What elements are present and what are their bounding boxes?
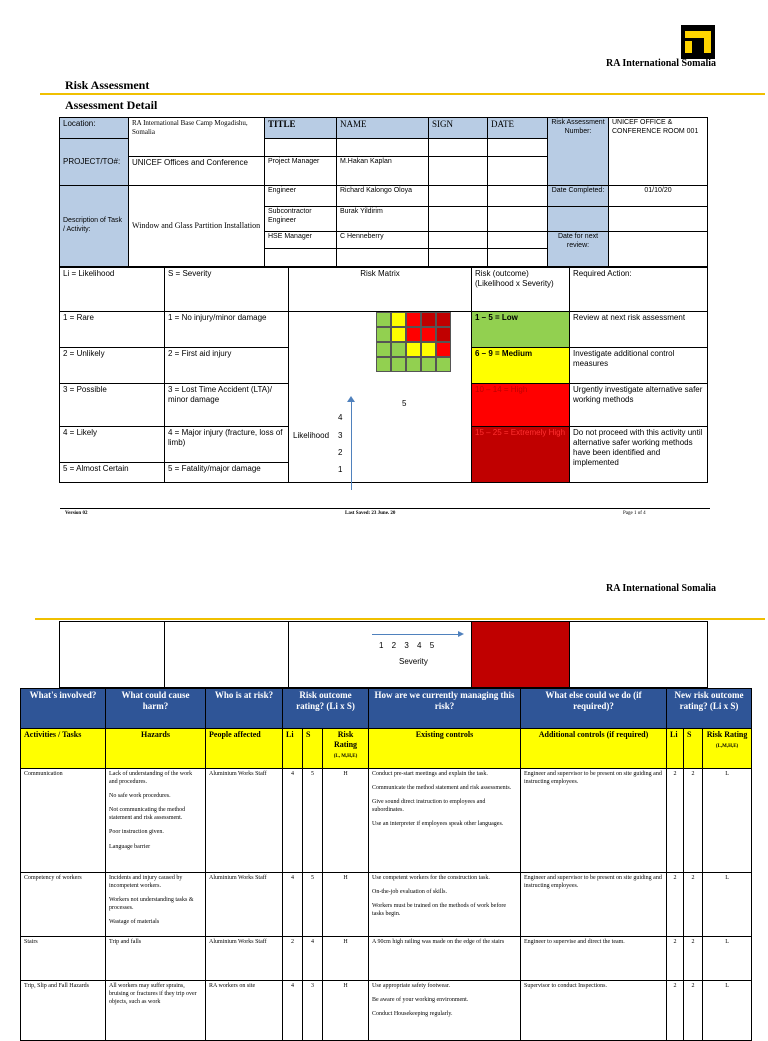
controls-cell-line: Give sound direct instruction to employees and subordinates. (372, 799, 486, 814)
risk-grid-cell (406, 327, 421, 342)
hazards-cell-line: Poor instruction given. (109, 829, 164, 836)
li2-cell: 2 (667, 873, 684, 937)
people-cell: Aluminium Works Staff (206, 769, 283, 873)
severity-numbers: 1 2 3 4 5 (379, 641, 435, 650)
subheader-risk-rating: Risk Rating (L, M,H,E) (323, 729, 369, 769)
subheader-s2: S (684, 729, 703, 769)
footer-rule (60, 508, 710, 509)
severity-arrow (372, 634, 458, 635)
matrix-header: Risk Matrix (289, 268, 472, 312)
table-row (21, 769, 752, 873)
subheader-existing: Existing controls (369, 729, 521, 769)
severity-axis-label: Severity (399, 657, 428, 666)
date-completed-label: Date Completed: (548, 186, 609, 207)
project-value: UNICEF Offices and Conference (129, 157, 265, 186)
description-value: Window and Glass Partition Installation (129, 186, 265, 267)
footer-version: Version 02 (65, 511, 88, 516)
hazards-cell-line: Trip and falls (109, 939, 142, 945)
header-new-rating: New risk outcome rating? (Li x S) (667, 689, 752, 729)
action-extreme: Do not proceed with this activity until alternative safer working methods have been identified and implemented (570, 427, 708, 483)
li2-cell: 2 (667, 981, 684, 1041)
header-rating: Risk outcome rating? (Li x S) (283, 689, 369, 729)
likelihood-axis-label: Likelihood (293, 431, 330, 440)
role-title: Project Manager (265, 157, 337, 186)
risk-grid-cell (421, 357, 436, 372)
activity-cell: Stairs (21, 937, 106, 981)
hazards-cell-line: No safe work procedures. (109, 793, 171, 800)
li2-cell: 2 (667, 769, 684, 873)
s-cell: 5 (303, 769, 323, 873)
risk-grid-cell (391, 357, 406, 372)
risk-grid-cell (376, 342, 391, 357)
controls-cell-line: Use competent workers for the construction task. (372, 875, 490, 881)
likelihood-2: 2 = Unlikely (60, 348, 165, 384)
arrow-up-icon (347, 396, 355, 402)
s2-cell: 2 (684, 769, 703, 873)
likelihood-1: 1 = Rare (60, 312, 165, 348)
action-header: Required Action: (570, 268, 708, 312)
company-logo (681, 25, 715, 59)
ra-number-value: UNICEF OFFICE & CONFERENCE ROOM 001 (609, 118, 708, 186)
risk-grid-cell (391, 342, 406, 357)
hazards-cell-line: Workers not understanding tasks & processes. (109, 897, 194, 912)
action-medium: Investigate additional control measures (570, 348, 708, 384)
footer-saved: Last Saved: 23 June. 20 (345, 511, 396, 516)
subheader-activities: Activities / Tasks (21, 729, 106, 769)
li-cell: 4 (283, 873, 303, 937)
likelihood-3: 3 = Possible (60, 384, 165, 427)
likelihood-5: 5 = Almost Certain (60, 463, 165, 483)
risk-grid-cell (436, 342, 451, 357)
header-harm: What could cause harm? (106, 689, 206, 729)
li-cell: 4 (283, 981, 303, 1041)
likelihood-header: Li = Likelihood (60, 268, 165, 312)
table-row (21, 873, 752, 937)
subheader-s: S (303, 729, 323, 769)
role-title: Subcontractor Engineer (265, 207, 337, 232)
controls-cell-line: Conduct Housekeeping regularly. (372, 1011, 453, 1018)
s-cell: 5 (303, 873, 323, 937)
header-who: Who is at risk? (206, 689, 283, 729)
outcome-low: 1 – 5 = Low (472, 312, 570, 348)
role-title: HSE Manager (265, 232, 337, 249)
hazards-cell-line: Incidents and injury caused by incompetent workers. (109, 875, 183, 890)
likelihood-arrow (351, 400, 352, 490)
hazards-cell (106, 981, 206, 1041)
location-label: Location: (60, 118, 129, 139)
subheader-li2: Li (667, 729, 684, 769)
risk-grid-cell (436, 327, 451, 342)
role-title: Engineer (265, 186, 337, 207)
rating2-cell: L (703, 769, 752, 873)
risk-grid (376, 312, 466, 402)
col-sign: SIGN (429, 118, 488, 139)
risk-grid-cell (376, 312, 391, 327)
section-title: Assessment Detail (65, 98, 158, 112)
col-title: TITLE (265, 118, 337, 139)
role-name: M.Hakan Kaplan (337, 157, 429, 186)
risk-grid-cell (436, 357, 451, 372)
risk-grid-cell (406, 312, 421, 327)
subheader-hazards: Hazards (106, 729, 206, 769)
additional-cell: Supervisor to conduct Inspections. (521, 981, 667, 1041)
severity-1: 1 = No injury/minor damage (165, 312, 289, 348)
s2-cell: 2 (684, 937, 703, 981)
controls-cell-line: Workers must be trained on the methods of work before tasks begin. (372, 903, 506, 918)
severity-3: 3 = Lost Time Accident (LTA)/ minor damage (165, 384, 289, 427)
risk-grid-cell (421, 327, 436, 342)
ra-number-label: Risk Assessment Number: (548, 118, 609, 186)
people-cell: RA workers on site (206, 981, 283, 1041)
people-cell: Aluminium Works Staff (206, 937, 283, 981)
risk-grid-cell (436, 312, 451, 327)
hazards-cell-line: Not communicating the method statement and risk assessment. (109, 807, 186, 822)
next-review-label: Date for next review: (548, 232, 609, 267)
arrow-right-icon (458, 631, 464, 637)
next-review-value (609, 232, 708, 267)
hazards-cell-line: Lack of understanding of the work and procedures. (109, 771, 193, 786)
title-rule (40, 93, 765, 95)
severity-header: S = Severity (165, 268, 289, 312)
risk-grid-cell (391, 327, 406, 342)
s2-cell: 2 (684, 873, 703, 937)
risk-grid-cell (421, 312, 436, 327)
rating-cell: H (323, 769, 369, 873)
action-low: Review at next risk assessment (570, 312, 708, 348)
subheader-risk-rating2: Risk Rating (L,M,H,E) (703, 729, 752, 769)
hazards-cell (106, 769, 206, 873)
risk-grid-cell (406, 342, 421, 357)
controls-cell (369, 769, 521, 873)
controls-cell-line: Be aware of your working environment. (372, 997, 469, 1004)
title-rule-page2 (35, 618, 765, 620)
controls-cell-line: Use an interpreter if employees speak other languages. (372, 821, 504, 828)
likelihood-number: 4 (338, 413, 343, 422)
s2-cell: 2 (684, 981, 703, 1041)
risk-grid-cell (406, 357, 421, 372)
additional-cell: Engineer to supervise and direct the team. (521, 937, 667, 981)
location-value: RA International Base Camp Mogadishu, Somalia (129, 118, 265, 157)
risk-grid-cell (391, 312, 406, 327)
likelihood-number: 1 (338, 465, 343, 474)
date-completed-value: 01/10/20 (609, 186, 708, 207)
header-involved: What's involved? (21, 689, 106, 729)
rating2-cell: L (703, 937, 752, 981)
header-managing: How are we currently managing this risk? (369, 689, 521, 729)
severity-5: 5 = Fatality/major damage (165, 463, 289, 483)
controls-cell-line: On-the-job evaluation of skills. (372, 889, 448, 896)
controls-cell-line: Communicate the method statement and risk assessments. (372, 785, 512, 792)
severity-number-5: 5 (402, 399, 407, 408)
likelihood-number: 3 (338, 431, 343, 440)
s-cell: 3 (303, 981, 323, 1041)
header-else: What else could we do (if required)? (521, 689, 667, 729)
table-row (21, 937, 752, 981)
activity-cell: Competency of workers (21, 873, 106, 937)
subheader-additional: Additional controls (if required) (521, 729, 667, 769)
controls-cell-line: A 90cm high railing was made on the edge of the stairs (372, 939, 505, 945)
company-name-page2: RA International Somalia (606, 583, 717, 594)
li2-cell: 2 (667, 937, 684, 981)
li-cell: 4 (283, 769, 303, 873)
col-date: DATE (488, 118, 548, 139)
risk-register-table (20, 688, 752, 1041)
outcome-header: Risk (outcome) (Likelihood x Severity) (472, 268, 570, 312)
outcome-medium: 6 – 9 = Medium (472, 348, 570, 384)
rating2-cell: L (703, 873, 752, 937)
project-label: PROJECT/TO#: (60, 139, 129, 186)
company-name: RA International Somalia (606, 58, 717, 69)
li-cell: 2 (283, 937, 303, 981)
controls-cell (369, 937, 521, 981)
role-name: Burak Yildirim (337, 207, 429, 232)
additional-cell: Engineer and supervisor to be present on site guiding and instructing employees. (521, 769, 667, 873)
action-high: Urgently investigate alternative safer working methods (570, 384, 708, 427)
rating-cell: H (323, 937, 369, 981)
risk-grid-cell (421, 342, 436, 357)
likelihood-4: 4 = Likely (60, 427, 165, 463)
col-name: NAME (337, 118, 429, 139)
outcome-extreme: 15 – 25 = Extremely High (472, 427, 570, 483)
footer-page: Page 1 of 4 (623, 511, 646, 516)
hazards-cell (106, 873, 206, 937)
s-cell: 4 (303, 937, 323, 981)
activity-cell: Communication (21, 769, 106, 873)
risk-grid-cell (376, 327, 391, 342)
additional-cell: Engineer and supervisor to be present on site guiding and instructing employees. (521, 873, 667, 937)
hazards-cell-line: All workers may suffer sprains, bruising or fractures if they trip over objects, such as work (109, 983, 197, 1006)
risk-grid-cell (376, 357, 391, 372)
subheader-li: Li (283, 729, 303, 769)
controls-cell-line: Conduct pre-start meetings and explain the task. (372, 771, 488, 777)
severity-4: 4 = Major injury (fracture, loss of limb) (165, 427, 289, 463)
likelihood-number: 2 (338, 448, 343, 457)
severity-2: 2 = First aid injury (165, 348, 289, 384)
controls-cell-line: Use appropriate safety footwear. (372, 983, 450, 989)
controls-cell (369, 873, 521, 937)
role-name: C Henneberry (337, 232, 429, 249)
people-cell: Aluminium Works Staff (206, 873, 283, 937)
assessment-info-table (59, 117, 708, 267)
activity-cell: Trip, Slip and Fall Hazards (21, 981, 106, 1041)
hazards-cell (106, 937, 206, 981)
matrix-continuation (59, 621, 708, 688)
role-name: Richard Kalongo Oloya (337, 186, 429, 207)
rating-cell: H (323, 873, 369, 937)
rating2-cell: L (703, 981, 752, 1041)
controls-cell (369, 981, 521, 1041)
hazards-cell-line: Wastage of materials (109, 919, 160, 926)
outcome-high: 10 – 14 = High (472, 384, 570, 427)
rating-cell: H (323, 981, 369, 1041)
table-row (21, 981, 752, 1041)
subheader-people: People affected (206, 729, 283, 769)
description-label: Description of Task / Activity: (60, 186, 129, 267)
page-title: Risk Assessment (65, 78, 150, 92)
hazards-cell-line: Language barrier (109, 843, 151, 850)
